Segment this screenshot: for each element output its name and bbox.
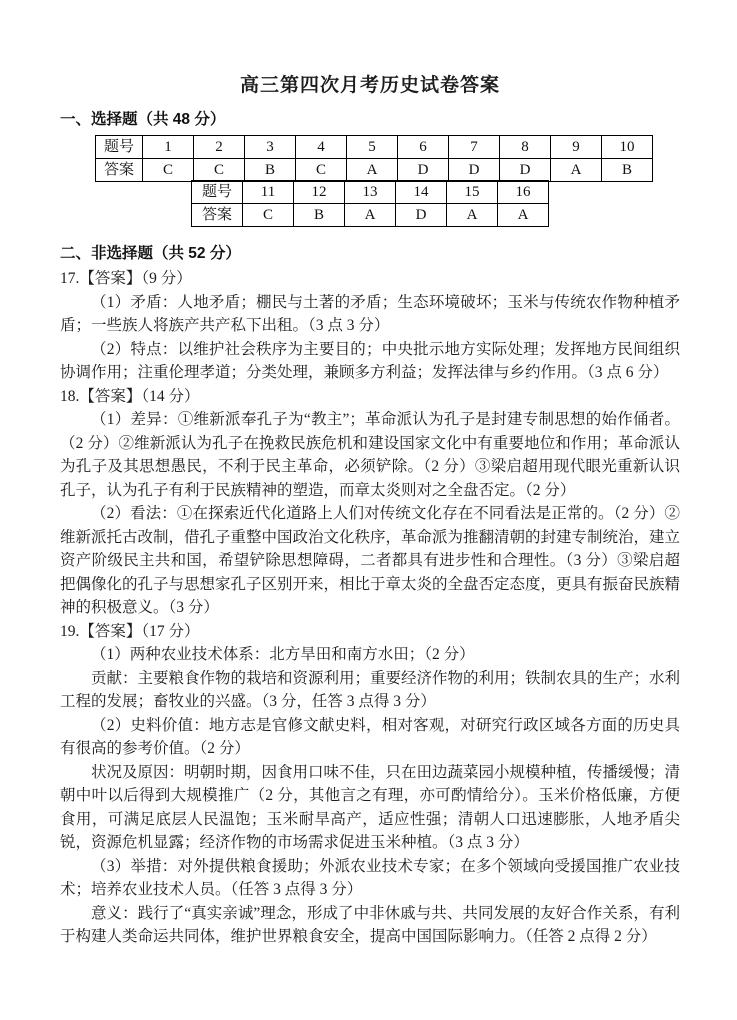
question-number-cell: 16 — [498, 181, 549, 204]
question-number-cell: 10 — [602, 136, 653, 159]
answer-key-table-top — [95, 135, 653, 182]
section-choice-heading: 一、选择题（共 48 分） — [60, 111, 226, 128]
answer-key-table-bottom — [191, 180, 549, 227]
answer-cell: B — [245, 159, 296, 182]
answer-paragraph: 状况及原因：明朝时期，因食用口味不佳，只在田边蔬菜园小规模种植，传播缓慢；清朝中叶以后得到大规模推广（2 分，其他言之有理，亦可酌情给分）。玉米价格低廉，方便食用，可满足底层人民温饱；玉米耐旱高产，适应性强；清朝人口迅速膨胀，人地矛盾尖锐，资源危机显露；经济作物的市场需求促进玉米种植。（3 点 3 分） — [60, 763, 681, 852]
answer-cell: A — [345, 204, 396, 227]
answer-paragraph: （2）特点：以维护社会秩序为主要目的；中央批示地方实际处理；发挥地方民间组织协调作用；注重伦理孝道；分类处理，兼顾多方利益；发挥法律与乡约作用。（3 点 6 分） — [60, 340, 680, 382]
answer-cell: D — [396, 204, 447, 227]
answer-cell: C — [296, 159, 347, 182]
answer-block-18 — [60, 385, 680, 620]
answer-cell: A — [347, 159, 398, 182]
answer-paragraph: 贡献：主要粮食作物的栽培和资源利用；重要经济作物的利用；铁制农具的生产；水利工程的发展；畜牧业的兴盛。（3 分，任答 3 点得 3 分） — [60, 669, 681, 711]
answer-cell: B — [294, 204, 345, 227]
question-number-cell: 14 — [396, 181, 447, 204]
document-title: 高三第四次月考历史试卷答案 — [239, 75, 500, 96]
question-number-row-top — [96, 136, 653, 159]
answer-paragraph: （1）差异：①维新派奉孔子为“教主”；革命派认为孔子是封建专制思想的始作俑者。（2 分）②维新派认为孔子在挽救民族危机和建设国家文化中有重要地位和作用；革命派认为孔子及其思想愚民，不利于民主革命，必须铲除。（2 分）③梁启超用现代眼光重新认识孔子，认为孔子有利于民族精神的塑造，而章太炎则对之全盘否定。（2 分） — [60, 411, 680, 499]
answer-label-18: 18.【答案】（14 分） — [60, 387, 200, 405]
answer-row-label: 答案 — [192, 204, 243, 227]
answer-cell: D — [398, 159, 449, 182]
free-response-answers — [60, 267, 680, 949]
answer-cell: A — [498, 204, 549, 227]
answer-row-top — [96, 159, 653, 182]
answer-cell: D — [449, 159, 500, 182]
question-number-cell: 9 — [551, 136, 602, 159]
question-number-cell: 4 — [296, 136, 347, 159]
answer-paragraph: （1）两种农业技术体系：北方旱田和南方水田；（2 分） — [91, 646, 475, 664]
question-number-cell: 15 — [447, 181, 498, 204]
document-content — [60, 0, 680, 949]
answer-cell: C — [243, 204, 294, 227]
question-number-row-bottom — [192, 181, 549, 204]
question-number-cell: 13 — [345, 181, 396, 204]
answer-row-bottom — [192, 204, 549, 227]
question-number-cell: 7 — [449, 136, 500, 159]
answer-cell: C — [194, 159, 245, 182]
answer-label-19: 19.【答案】（17 分） — [60, 622, 200, 640]
question-number-cell: 8 — [500, 136, 551, 159]
question-number-cell: 5 — [347, 136, 398, 159]
section-free-response-heading: 二、非选择题（共 52 分） — [60, 245, 241, 263]
answer-cell: C — [143, 159, 194, 182]
answer-paragraph: （2）史料价值：地方志是官修文献史料，相对客观，对研究行政区域各方面的历史具有很高的参考价值。（2 分） — [60, 716, 680, 758]
question-number-row-label: 题号 — [96, 136, 143, 159]
answer-paragraph: （1）矛盾：人地矛盾；棚民与土著的矛盾；生态环境破坏；玉米与传统农作物种植矛盾；一些族人将族产共产私下出租。（3 点 3 分） — [60, 293, 680, 335]
answer-block-19 — [60, 620, 680, 949]
question-number-cell: 2 — [194, 136, 245, 159]
question-number-cell: 3 — [245, 136, 296, 159]
answer-label-17: 17.【答案】（9 分） — [60, 270, 192, 288]
question-number-cell: 6 — [398, 136, 449, 159]
question-number-row-label: 题号 — [192, 181, 243, 204]
answer-block-17 — [60, 267, 680, 385]
answer-paragraph: 意义：践行了“真实亲诚”理念，形成了中非休戚与共、共同发展的友好合作关系，有利于构建人类命运共同体，维护世界粮食安全，提高中国国际影响力。（任答 2 点得 2 分） — [60, 904, 680, 946]
question-number-cell: 11 — [243, 181, 294, 204]
answer-paragraph: （3）举措：对外提供粮食援助；外派农业技术专家；在多个领域向受援国推广农业技术；培养农业技术人员。（任答 3 点得 3 分） — [60, 857, 680, 899]
answer-row-label: 答案 — [96, 159, 143, 182]
answer-paragraph: （2）看法：①在探索近代化道路上人们对传统文化存在不同看法是正常的。（2 分）②维新派托古改制，借孔子重整中国政治文化秩序，革命派为推翻清朝的封建专制统治，建立资产阶级民主共和国，希望铲除思想障碍，二者都具有进步性和合理性。（3 分）③梁启超把偶像化的孔子与思想家孔子区别开来，相比于章太炎的全盘否定态度，更具有振奋民族精神的积极意义。（3 分） — [60, 505, 681, 617]
answer-cell: A — [551, 159, 602, 182]
answer-cell: B — [602, 159, 653, 182]
answer-cell: D — [500, 159, 551, 182]
question-number-cell: 12 — [294, 181, 345, 204]
answer-key-table — [95, 135, 680, 227]
question-number-cell: 1 — [143, 136, 194, 159]
answer-cell: A — [447, 204, 498, 227]
